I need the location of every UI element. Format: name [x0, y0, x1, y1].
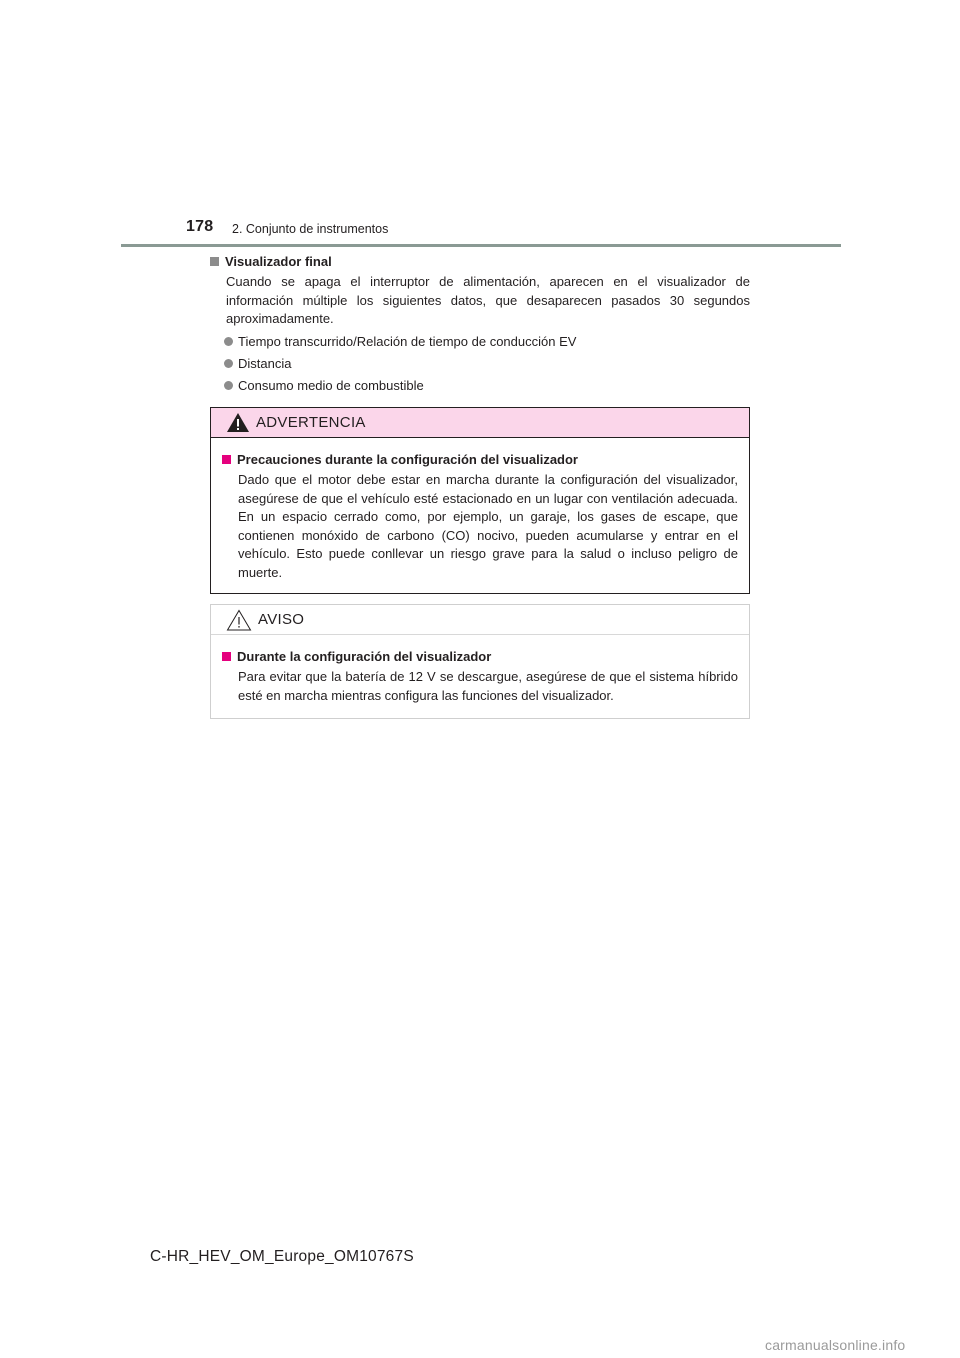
list-item-text: Consumo medio de combustible [238, 377, 424, 393]
warning-header [211, 408, 749, 438]
dot-bullet-icon [224, 359, 233, 368]
document-code: C-HR_HEV_OM_Europe_OM10767S [150, 1248, 414, 1265]
caution-triangle-icon [226, 609, 252, 631]
warning-label: ADVERTENCIA [256, 414, 366, 431]
main-content [210, 253, 750, 395]
watermark: carmanualsonline.info [765, 1337, 906, 1353]
list-item [224, 377, 750, 395]
warning-item-heading [222, 451, 738, 469]
header-rule [121, 244, 841, 247]
notice-box [210, 604, 750, 719]
warning-triangle-icon [226, 412, 250, 433]
dot-bullet-icon [224, 337, 233, 346]
list-item [224, 355, 750, 373]
warning-text: Dado que el motor debe estar en marcha durante la configuración del visualizador, asegúrese de que el vehículo esté estacionado en un lugar con ventilación adecuada. En un espacio cerrado como, por ejemplo, un garaje, los gases de escape, que contienen monóxido de carbono (CO) nocivo, pueden acumularse y entrar en el vehículo. Esto puede conllevar un riesgo grave para la salud o incluso peligro de muerte. [238, 472, 738, 580]
notice-body [211, 635, 749, 705]
warning-body [211, 438, 749, 582]
warning-heading-text: Precauciones durante la configuración del visualizador [237, 452, 578, 467]
page-number: 178 [186, 218, 214, 235]
notice-label: AVISO [258, 611, 305, 628]
square-bullet-icon [222, 455, 231, 464]
section-title: 2. Conjunto de instrumentos [232, 222, 389, 236]
list-item-text: Tiempo transcurrido/Relación de tiempo de conducción EV [238, 333, 577, 349]
dot-bullet-icon [224, 381, 233, 390]
list-item-text: Distancia [238, 355, 292, 371]
item-heading-text: Visualizador final [225, 254, 332, 269]
notice-text: Para evitar que la batería de 12 V se descargue, asegúrese de que el sistema híbrido esté en marcha mientras configura las funciones del visualizador. [238, 669, 738, 703]
warning-box [210, 407, 750, 594]
square-bullet-icon [210, 257, 219, 266]
item-heading [210, 253, 750, 271]
notice-item-heading [222, 648, 738, 666]
notice-header [211, 605, 749, 635]
list-item [224, 333, 750, 351]
item-paragraph: Cuando se apaga el interruptor de alimentación, aparecen en el visualizador de información múltiple los siguientes datos, que desaparecen pasados 30 segundos aproximadamente. [226, 274, 750, 326]
notice-heading-text: Durante la configuración del visualizador [237, 649, 492, 664]
square-bullet-icon [222, 652, 231, 661]
